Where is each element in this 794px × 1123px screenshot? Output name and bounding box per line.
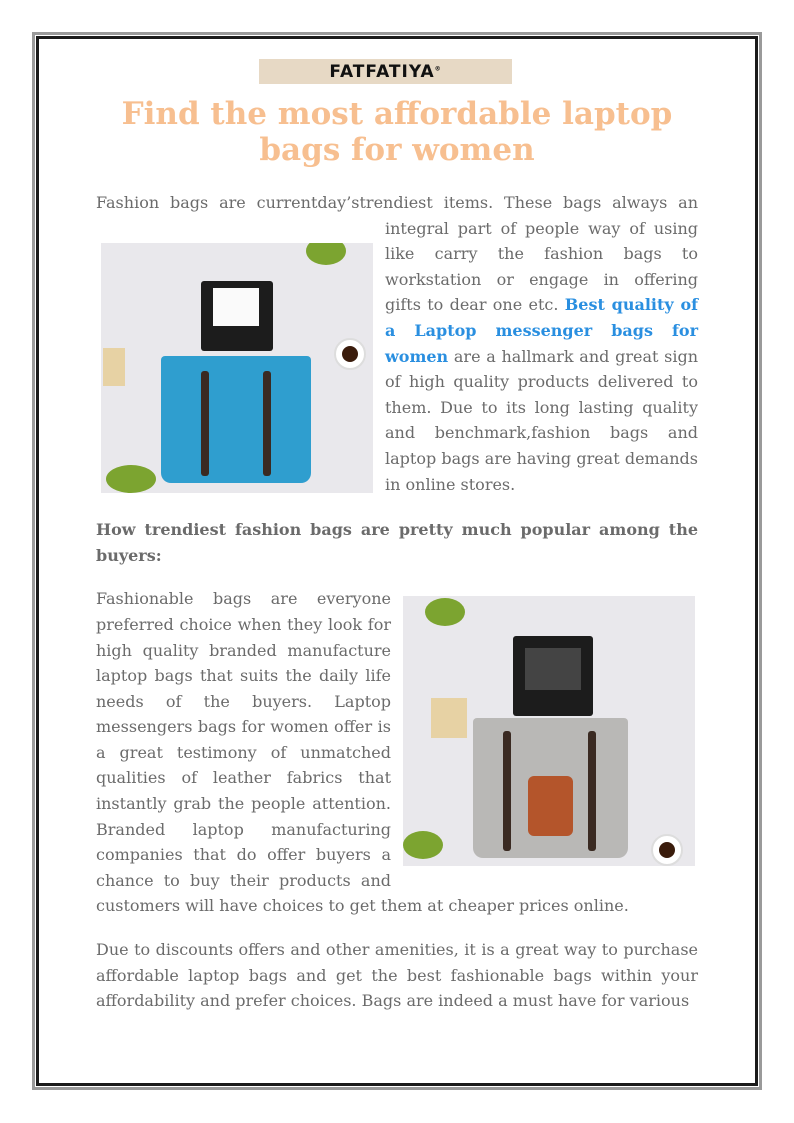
blue-elephant-laptop-bag-image (101, 243, 373, 493)
plant-decor (106, 465, 156, 493)
second-paragraph-text: Fashionable bags are everyone preferred choice when they look for high quality branded manufacture laptop bags that suits the daily life needs of the buyers. Laptop messengers bags for women offer is a great testimony of unmatched qualities of leather fabrics that instantly grab the people attention. Branded laptop manufacturing companies that do offer buyers a chance to buy their products and customers will have choices to get them at cheaper prices online. (96, 589, 629, 916)
bag-handle (588, 731, 596, 851)
second-paragraph (96, 586, 698, 919)
plant-decor (403, 831, 443, 859)
bag-handle (503, 731, 511, 851)
section-heading: How trendiest fashion bags are pretty much popular among the buyers: (96, 520, 698, 565)
page-title: Find the most affordable laptop bags for women (121, 96, 673, 168)
deer-print-laptop-bag-image (403, 596, 695, 866)
bag-body (161, 356, 311, 483)
article-body (96, 190, 698, 1014)
intro-paragraph (96, 190, 698, 497)
mirror (525, 648, 581, 690)
wooden-decor (103, 348, 125, 386)
logo-text (329, 62, 441, 82)
mirror (213, 288, 259, 326)
registered-mark: ® (434, 64, 442, 72)
wooden-decor (431, 698, 467, 738)
intro-text: Fashion bags are currentday’strendiest items. These bags always an integral part of people way of using like carry the fashion bags to workstation or engage in offering gifts to dear one etc. (96, 193, 698, 315)
coffee-cup (334, 338, 366, 370)
deer-print (528, 776, 573, 836)
brand-logo (259, 59, 512, 84)
intro-text-end: are a hallmark and great sign of high quality products delivered to them. Due to its long lasting quality and benchmark,fashion bags and laptop bags are having great demands in online stores. (385, 346, 698, 494)
plant-decor (425, 598, 465, 626)
plant-decor (306, 243, 346, 265)
laptop-messenger-bags-link[interactable]: Best quality of a Laptop messenger bags for women (385, 295, 699, 366)
bag-handle (201, 371, 209, 476)
third-paragraph: Due to discounts offers and other amenities, it is a great way to purchase affordable laptop bags and get the best fashionable bags within your affordability and prefer choices. Bags are indeed a must have for various (96, 940, 698, 1011)
coffee-cup (651, 834, 683, 866)
logo-wordmark: FATFATIYA (329, 61, 435, 82)
bag-handle (263, 371, 271, 476)
